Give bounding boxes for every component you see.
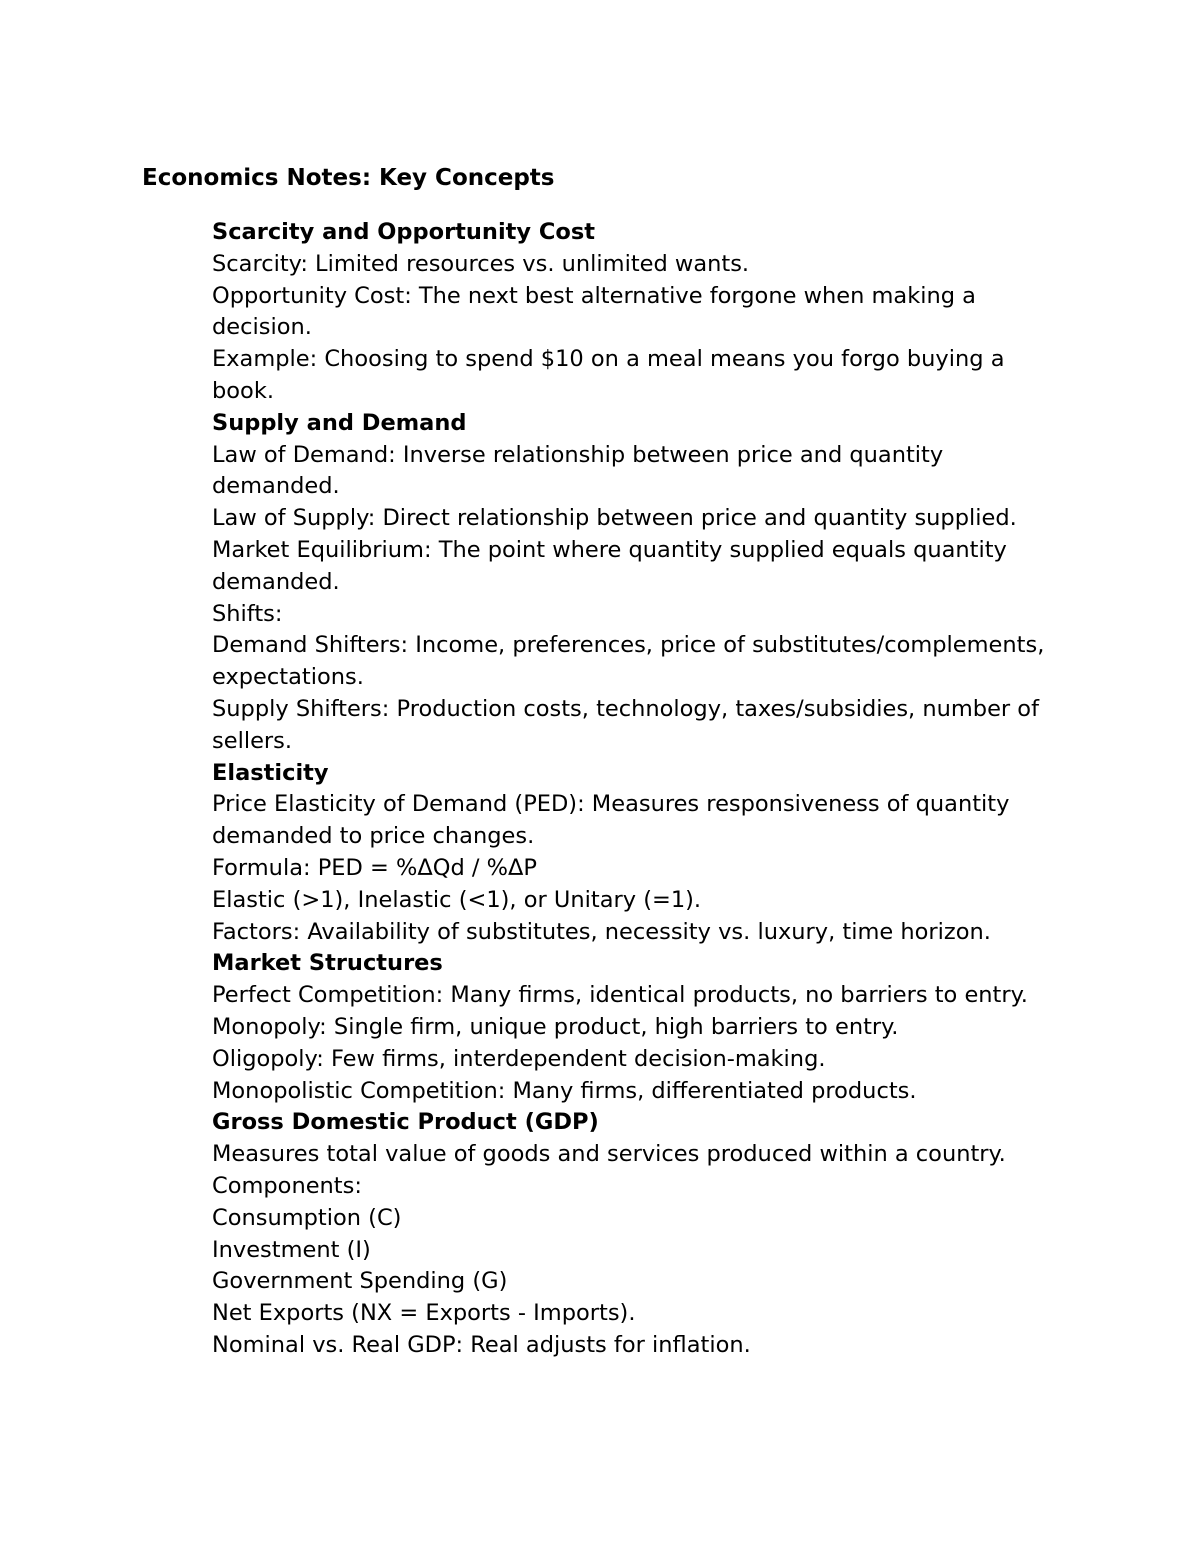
section-heading: Market Structures xyxy=(212,950,443,977)
note-line: Supply Shifters: Production costs, technology, taxes/subsidies, number of sellers. xyxy=(212,695,1039,754)
note-line: Investment (I) xyxy=(212,1236,371,1263)
note-line: Government Spending (G) xyxy=(212,1268,508,1295)
section-supply-demand xyxy=(212,408,1072,758)
note-line: Elastic (>1), Inelastic (<1), or Unitary (=1). xyxy=(212,886,702,913)
document-title: Economics Notes: Key Concepts xyxy=(142,165,555,191)
note-line: Example: Choosing to spend $10 on a meal means you forgo buying a book. xyxy=(212,346,1005,404)
note-line: Factors: Availability of substitutes, necessity vs. luxury, time horizon. xyxy=(212,918,991,945)
section-heading: Elasticity xyxy=(212,759,329,786)
note-line: Price Elasticity of Demand (PED): Measures responsiveness of quantity demanded to price changes. xyxy=(212,791,1010,850)
section-elasticity xyxy=(212,758,1072,949)
note-line: Consumption (C) xyxy=(212,1204,402,1231)
section-market-structures xyxy=(212,948,1072,1107)
note-line: Formula: PED = %ΔQd / %ΔP xyxy=(212,854,537,881)
note-line: Measures total value of goods and services produced within a country. xyxy=(212,1141,1006,1168)
note-line: Shifts: xyxy=(212,600,283,627)
document-body xyxy=(212,217,1072,1362)
note-line: Monopoly: Single firm, unique product, high barriers to entry. xyxy=(212,1013,899,1040)
note-line: Law of Supply: Direct relationship between price and quantity supplied. xyxy=(212,505,1017,532)
note-line: Components: xyxy=(212,1172,362,1199)
note-line: Nominal vs. Real GDP: Real adjusts for inflation. xyxy=(212,1331,751,1358)
section-scarcity xyxy=(212,217,1072,408)
note-line: Oligopoly: Few firms, interdependent decision-making. xyxy=(212,1045,826,1072)
note-line: Opportunity Cost: The next best alternative forgone when making a decision. xyxy=(212,282,976,341)
note-line: Perfect Competition: Many firms, identical products, no barriers to entry. xyxy=(212,982,1028,1009)
note-line: Monopolistic Competition: Many firms, differentiated products. xyxy=(212,1077,917,1104)
section-heading: Supply and Demand xyxy=(212,409,467,436)
section-gdp xyxy=(212,1107,1072,1361)
note-line: Net Exports (NX = Exports - Imports). xyxy=(212,1300,636,1327)
note-line: Market Equilibrium: The point where quantity supplied equals quantity demanded. xyxy=(212,536,1007,595)
section-heading: Scarcity and Opportunity Cost xyxy=(212,219,596,245)
note-line: Law of Demand: Inverse relationship between price and quantity demanded. xyxy=(212,441,944,500)
note-line: Scarcity: Limited resources vs. unlimited wants. xyxy=(212,250,750,277)
section-heading: Gross Domestic Product (GDP) xyxy=(212,1109,599,1136)
note-line: Demand Shifters: Income, preferences, price of substitutes/complements, expectations. xyxy=(212,632,1045,691)
